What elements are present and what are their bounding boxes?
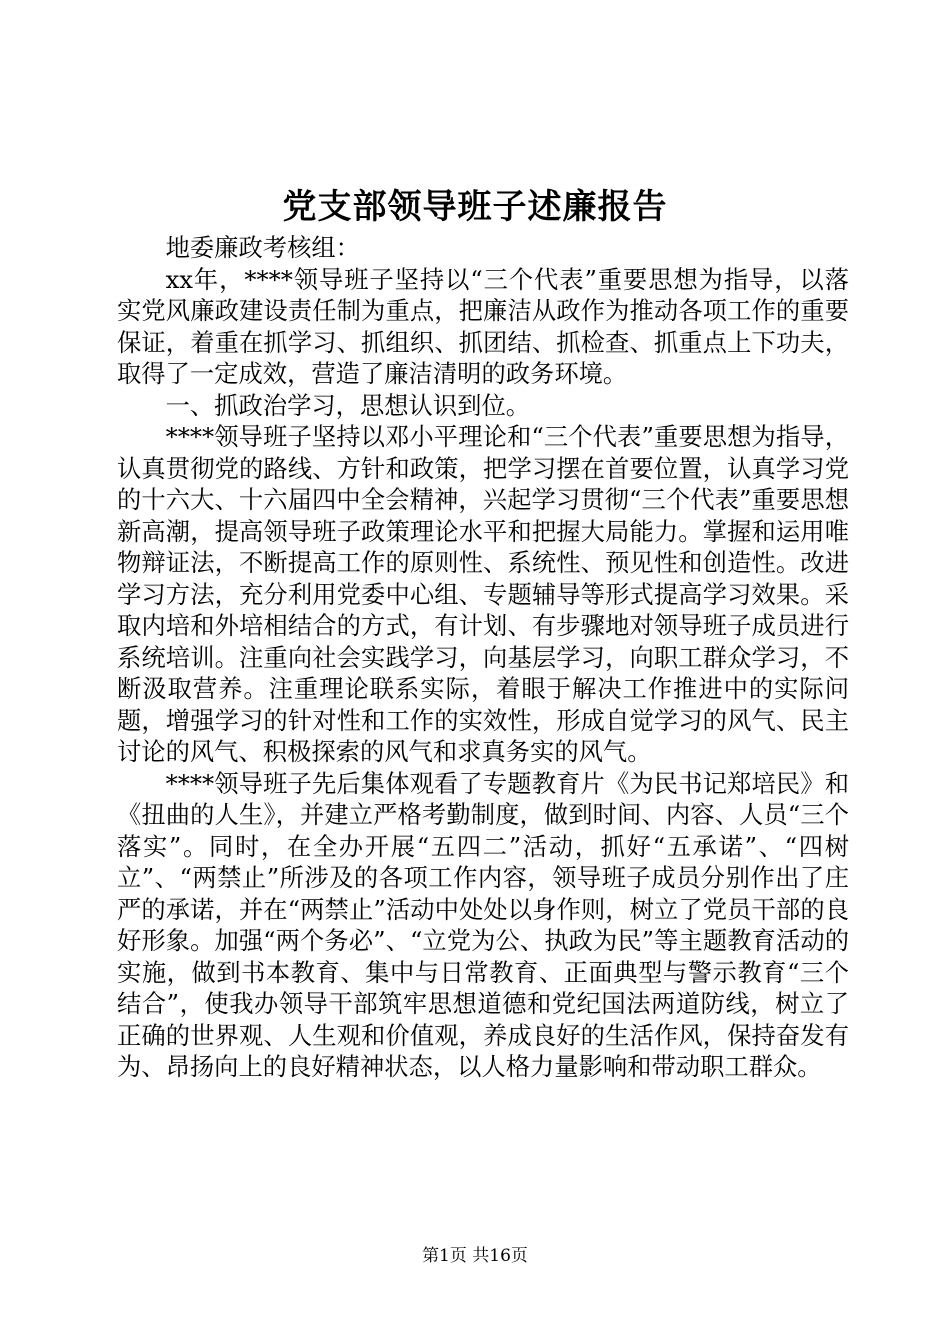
document-body	[117, 232, 849, 1083]
section-heading-1: 一、抓政治学习，思想认识到位。	[165, 390, 531, 420]
salutation: 地委廉政考核组：	[165, 233, 360, 262]
document-title: 党支部领导班子述廉报告	[282, 187, 668, 227]
paragraph-education: ****领导班子先后集体观看了专题教育片《为民书记郑培民》和《扭曲的人生》，并建立严格考勤制度，做到时间、内容、人员“三个落实”。同时，在全办开展“五四二”活动，抓好“五承诺”、“四树立”、“两禁止”所涉及的各项工作内容，领导班子成员分别作出了庄严的承诺，并在“两禁止”活动中处处以身作则，树立了党员干部的良好形象。加强“两个务必”、“立党为公、执政为民”等主题教育活动的实施，做到书本教育、集中与日常教育、正面典型与警示教育“三个结合”，使我办领导干部筑牢思想道德和党纪国法两道防线，树立了正确的世界观、人生观和价值观，养成良好的生活作风，保持奋发有为、昂扬向上的良好精神状态，以人格力量影响和带动职工群众。	[117, 768, 849, 1081]
paragraph-study: ****领导班子坚持以邓小平理论和“三个代表”重要思想为指导，认真贯彻党的路线、方针和政策，把学习摆在首要位置，认真学习党的十六大、十六届四中全会精神，兴起学习贯彻“三个代表”重要思想新高潮，提高领导班子政策理论水平和把握大局能力。掌握和运用唯物辩证法，不断提高工作的原则性、系统性、预见性和创造性。改进学习方法，充分利用党委中心组、专题辅导等形式提高学习效果。采取内培和外培相结合的方式，有计划、有步骤地对领导班子成员进行系统培训。注重向社会实践学习，向基层学习，向职工群众学习，不断汲取营养。注重理论联系实际，着眼于解决工作推进中的实际问题，增强学习的针对性和工作的实效性，形成自觉学习的风气、民主讨论的风气、积极探索的风气和求真务实的风气。	[117, 422, 849, 766]
page-footer: 第1页 共16页	[422, 1246, 528, 1266]
paragraph-intro: xx年，****领导班子坚持以“三个代表”重要思想为指导，以落实党风廉政建设责任制为重点，把廉洁从政作为推动各项工作的重要保证，着重在抓学习、抓组织、抓团结、抓检查、抓重点上下功夫，取得了一定成效，营造了廉洁清明的政务环境。	[117, 264, 849, 388]
